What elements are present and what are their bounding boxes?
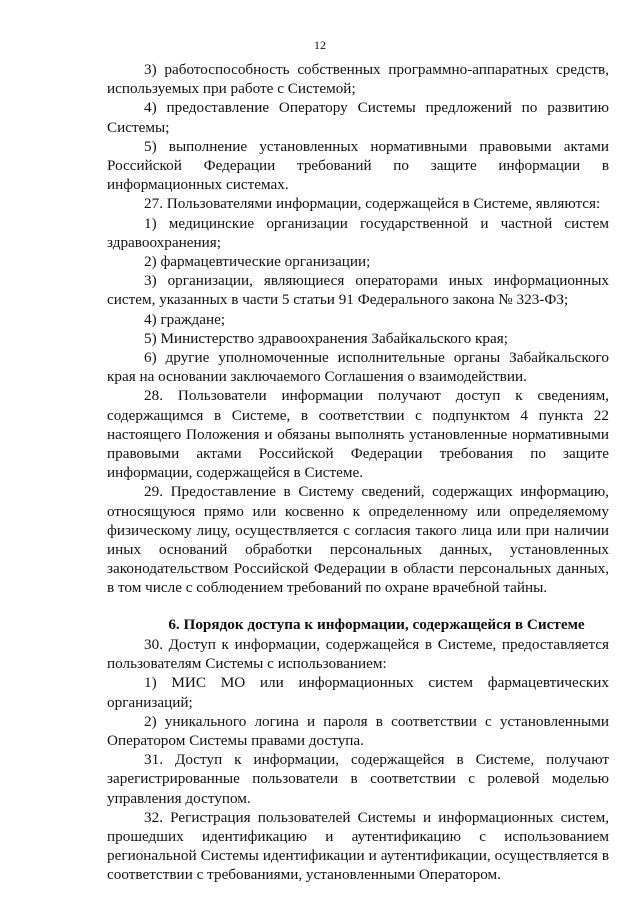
clause-28: 28. Пользователи информации получают доступ к сведениям, содержащимся в Системе, в соответствии с подпунктом 4 пункта 22 настоящего Положения и обязаны выполнять установленные нормативными правовыми актами Российской Федерации требования по защите информации, содержащейся в Системе. xyxy=(107,387,609,482)
clause-31: 31. Доступ к информации, содержащейся в Системе, получают зарегистрированные пользователи в соответствии с ролевой моделью управления доступом. xyxy=(107,751,609,807)
paragraph-3-hardware: 3) работоспособность собственных программно-аппаратных средств, используемых при работе с Системой; xyxy=(107,61,609,98)
clause-27-item-5: 5) Министерство здравоохранения Забайкальского края; xyxy=(144,329,508,347)
clause-30-item-1: 1) МИС МО или информационных систем фармацевтических организаций; xyxy=(107,674,609,711)
page-number: 12 xyxy=(314,38,326,52)
clause-32: 32. Регистрация пользователей Системы и информационных систем, прошедших идентификацию и аутентификацию с использованием региональной Системы идентификации и аутентификации, осуществляется в соответствии с требованиями, установленными Оператором. xyxy=(107,808,609,884)
paragraph-4-proposals: 4) предоставление Оператору Системы предложений по развитию Системы; xyxy=(107,99,609,136)
document-body xyxy=(107,60,609,885)
clause-27-item-6: 6) другие уполномоченные исполнительные органы Забайкальского края на основании заключаемого Соглашения о взаимодействии. xyxy=(107,349,609,386)
clause-27-item-3: 3) организации, являющиеся операторами иных информационных систем, указанных в части 5 статьи 91 Федерального закона № 323-ФЗ; xyxy=(107,272,609,309)
section-heading: 6. Порядок доступа к информации, содержащейся в Системе xyxy=(168,615,585,633)
paragraph-5-requirements: 5) выполнение установленных нормативными правовыми актами Российской Федерации требований по защите информации в информационных системах. xyxy=(107,137,609,194)
clause-27-item-4: 4) граждане; xyxy=(144,310,226,328)
clause-30: 30. Доступ к информации, содержащейся в Системе, предоставляется пользователям Системы с использованием: xyxy=(107,635,609,673)
clause-27: 27. Пользователями информации, содержащейся в Системе, являются: xyxy=(144,195,601,213)
clause-29: 29. Предоставление в Систему сведений, содержащих информацию, относящуюся прямо или косвенно к определенному или определяемому физическому лицу, осуществляется с согласия такого лица или при наличии иных оснований обработки персональных данных, установленных законодательством Российской Федерации в области персональных данных, в том числе с соблюдением требований по охране врачебной тайны. xyxy=(107,483,609,597)
clause-27-item-1: 1) медицинские организации государственной и частной систем здравоохранения; xyxy=(107,214,609,251)
clause-30-item-2: 2) уникального логина и пароля в соответствии с установленными Оператором Системы правами доступа. xyxy=(107,712,609,749)
clause-27-item-2: 2) фармацевтические организации; xyxy=(144,253,371,271)
